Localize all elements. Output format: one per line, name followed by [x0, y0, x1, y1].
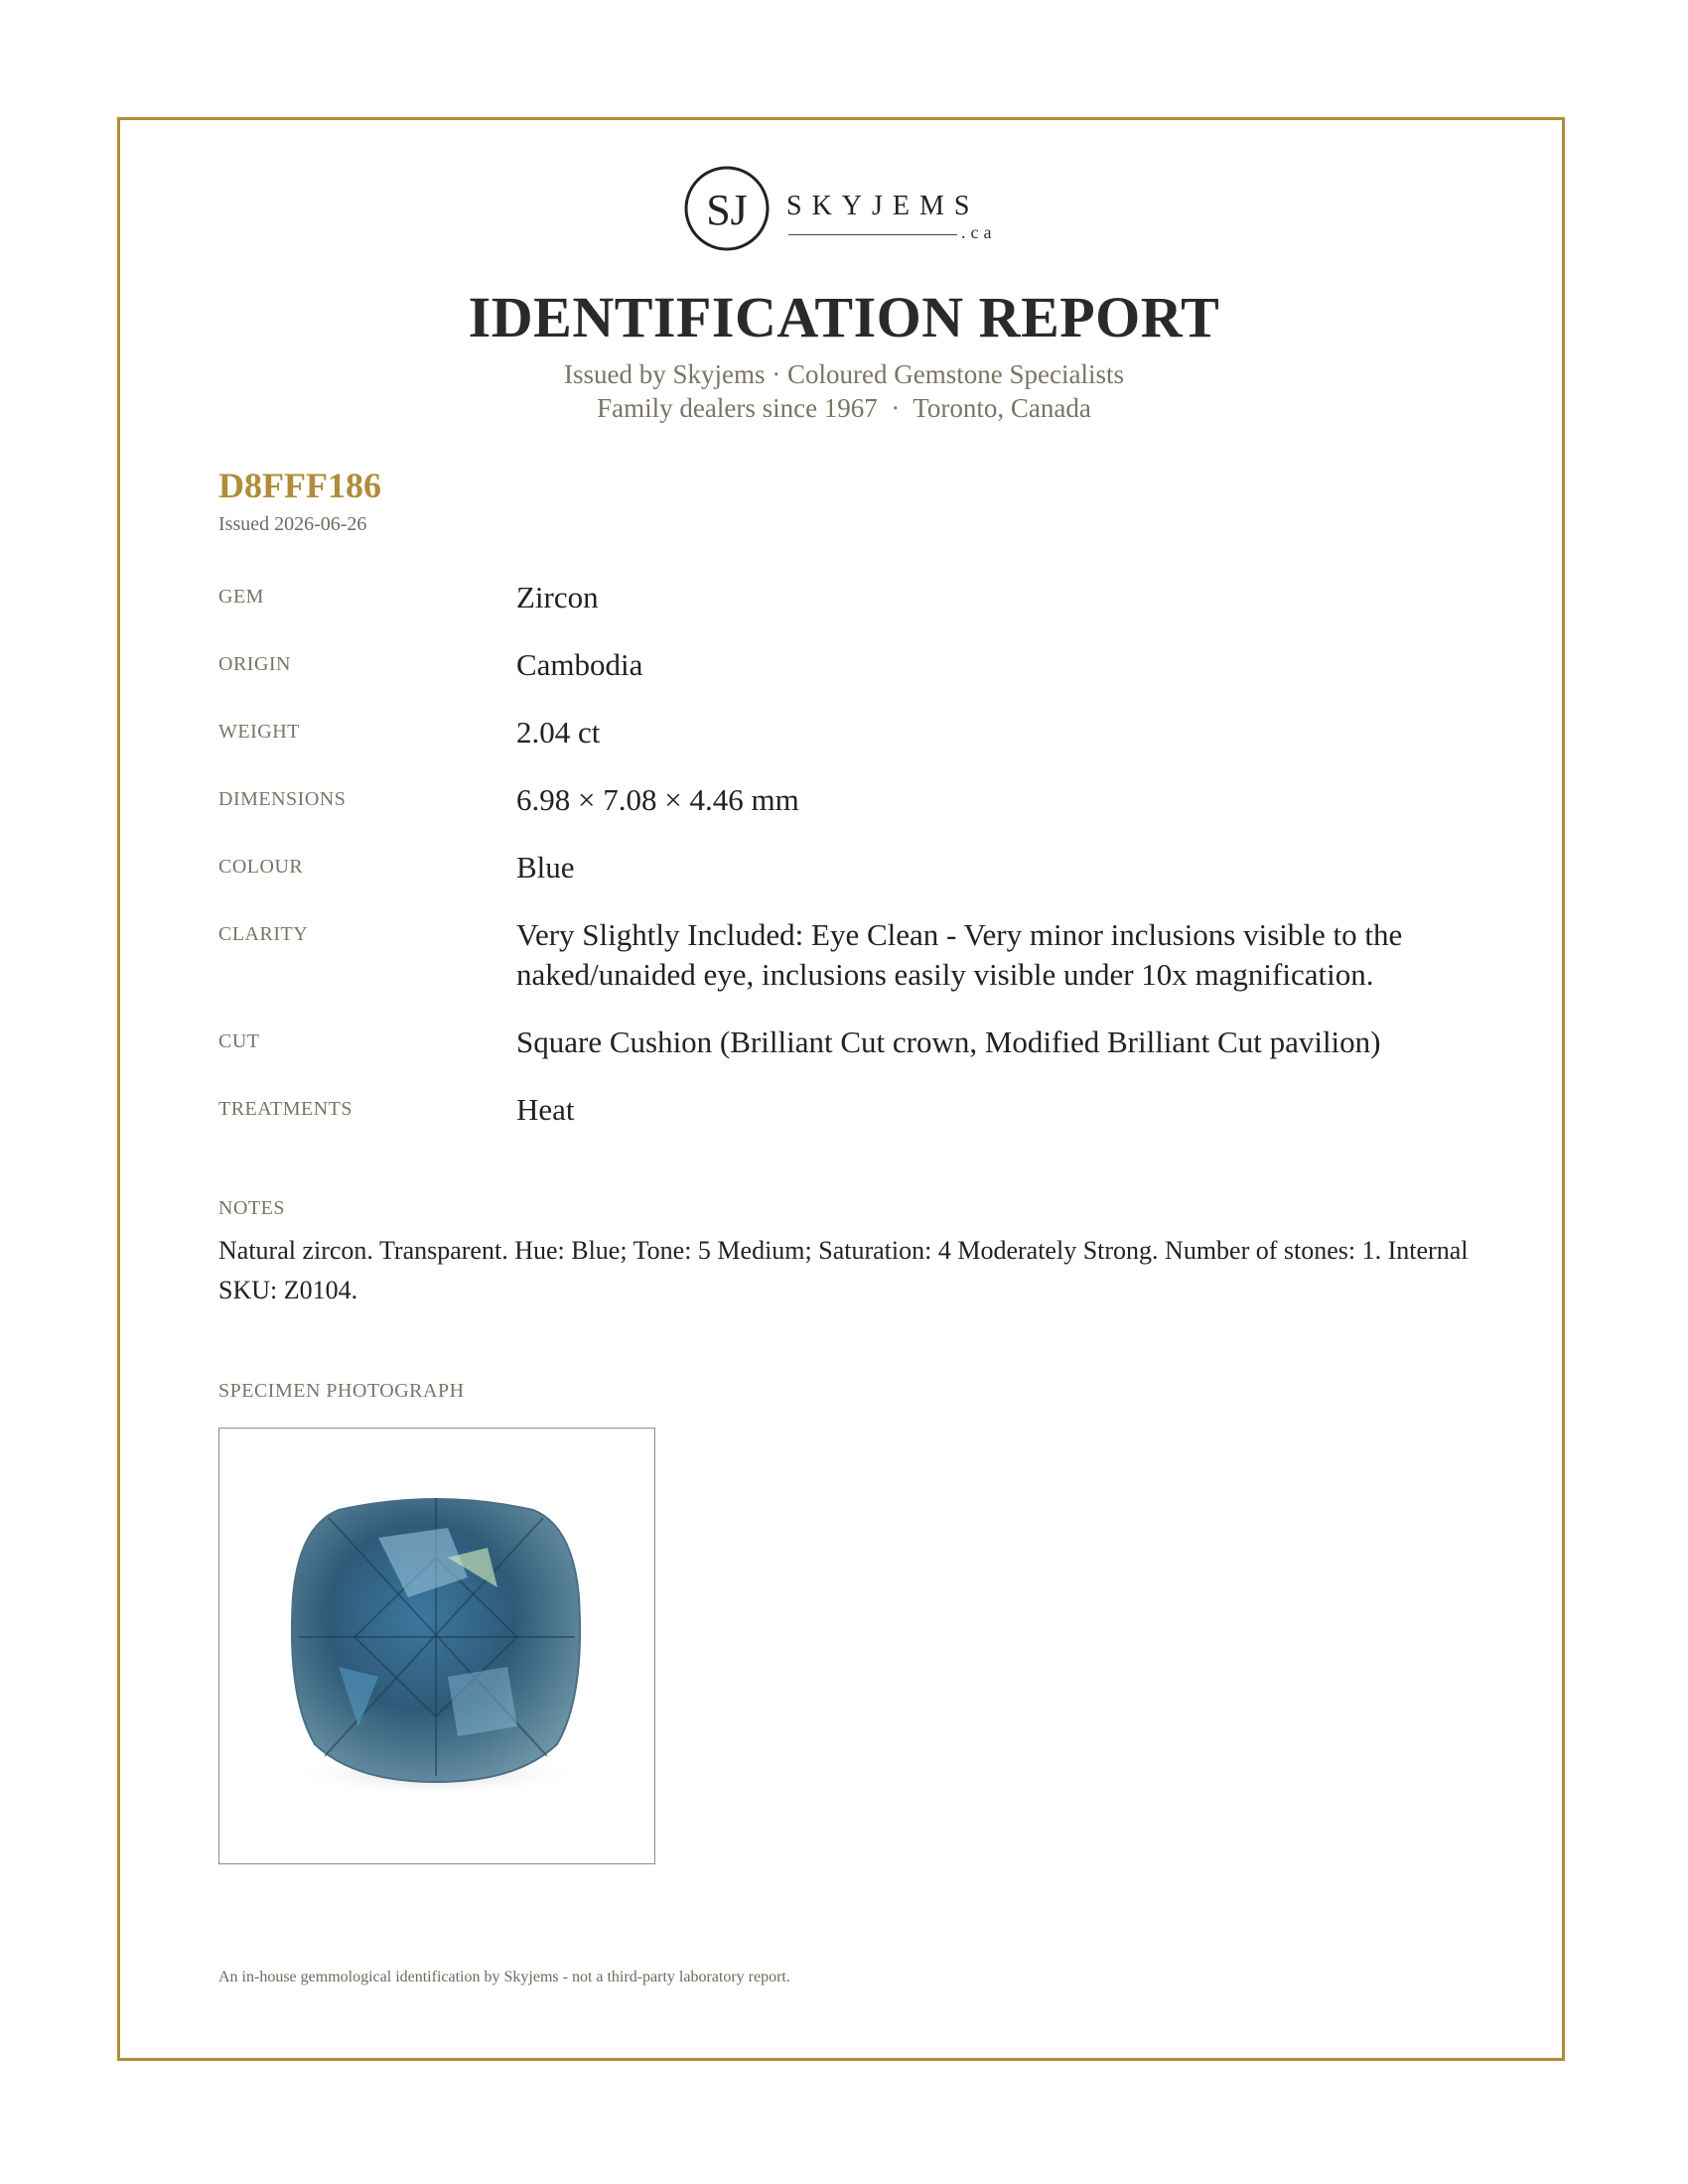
field-value: Square Cushion (Brilliant Cut crown, Modified Brilliant Cut pavilion) [516, 1024, 1381, 1059]
brand-tld: .ca [961, 222, 997, 242]
specimen-photo [218, 1428, 655, 1864]
monogram-text: SJ [706, 186, 748, 234]
field-value: Cambodia [516, 647, 643, 682]
field-value: 2.04 ct [516, 715, 601, 750]
field-value: Very Slightly Included: Eye Clean - Very minor inclusions visible to the naked/unaided eye, inclusions easily visible under 10x magnification. [516, 917, 1403, 992]
field-label: COLOUR [218, 856, 304, 878]
brand-name: SKYJEMS [786, 191, 980, 221]
subtitle-location: Family dealers since 1967 · Toronto, Canada [597, 393, 1091, 423]
report-code: D8FFF186 [218, 466, 381, 505]
brand-rule [788, 234, 957, 235]
gemstone-image [219, 1429, 653, 1862]
field-value: Zircon [516, 580, 599, 614]
report-title: IDENTIFICATION REPORT [468, 285, 1220, 349]
field-label: DIMENSIONS [218, 788, 347, 810]
field-label: CUT [218, 1030, 260, 1052]
field-value: 6.98 × 7.08 × 4.46 mm [516, 782, 799, 817]
field-label: ORIGIN [218, 653, 291, 675]
issue-date: Issued 2026-06-26 [218, 513, 367, 535]
field-label: WEIGHT [218, 721, 300, 743]
notes-text: Natural zircon. Transparent. Hue: Blue; Tone: 5 Medium; Saturation: 4 Moderately Strong. Number of stones: 1. Internal SKU: Z0104. [218, 1236, 1469, 1304]
notes-label: NOTES [218, 1197, 285, 1219]
field-label: CLARITY [218, 923, 309, 945]
photo-label: SPECIMEN PHOTOGRAPH [218, 1380, 465, 1402]
skyjems-logo [683, 165, 1011, 262]
sj-monogram-logo [683, 165, 771, 252]
field-label: TREATMENTS [218, 1098, 352, 1120]
field-value: Heat [516, 1092, 575, 1127]
field-label: GEM [218, 586, 264, 608]
field-value: Blue [516, 850, 575, 885]
disclaimer-footer: An in-house gemmological identification by Skyjems - not a third-party laboratory report. [218, 1969, 790, 1985]
subtitle-issuer: Issued by Skyjems · Coloured Gemstone Specialists [564, 359, 1124, 389]
